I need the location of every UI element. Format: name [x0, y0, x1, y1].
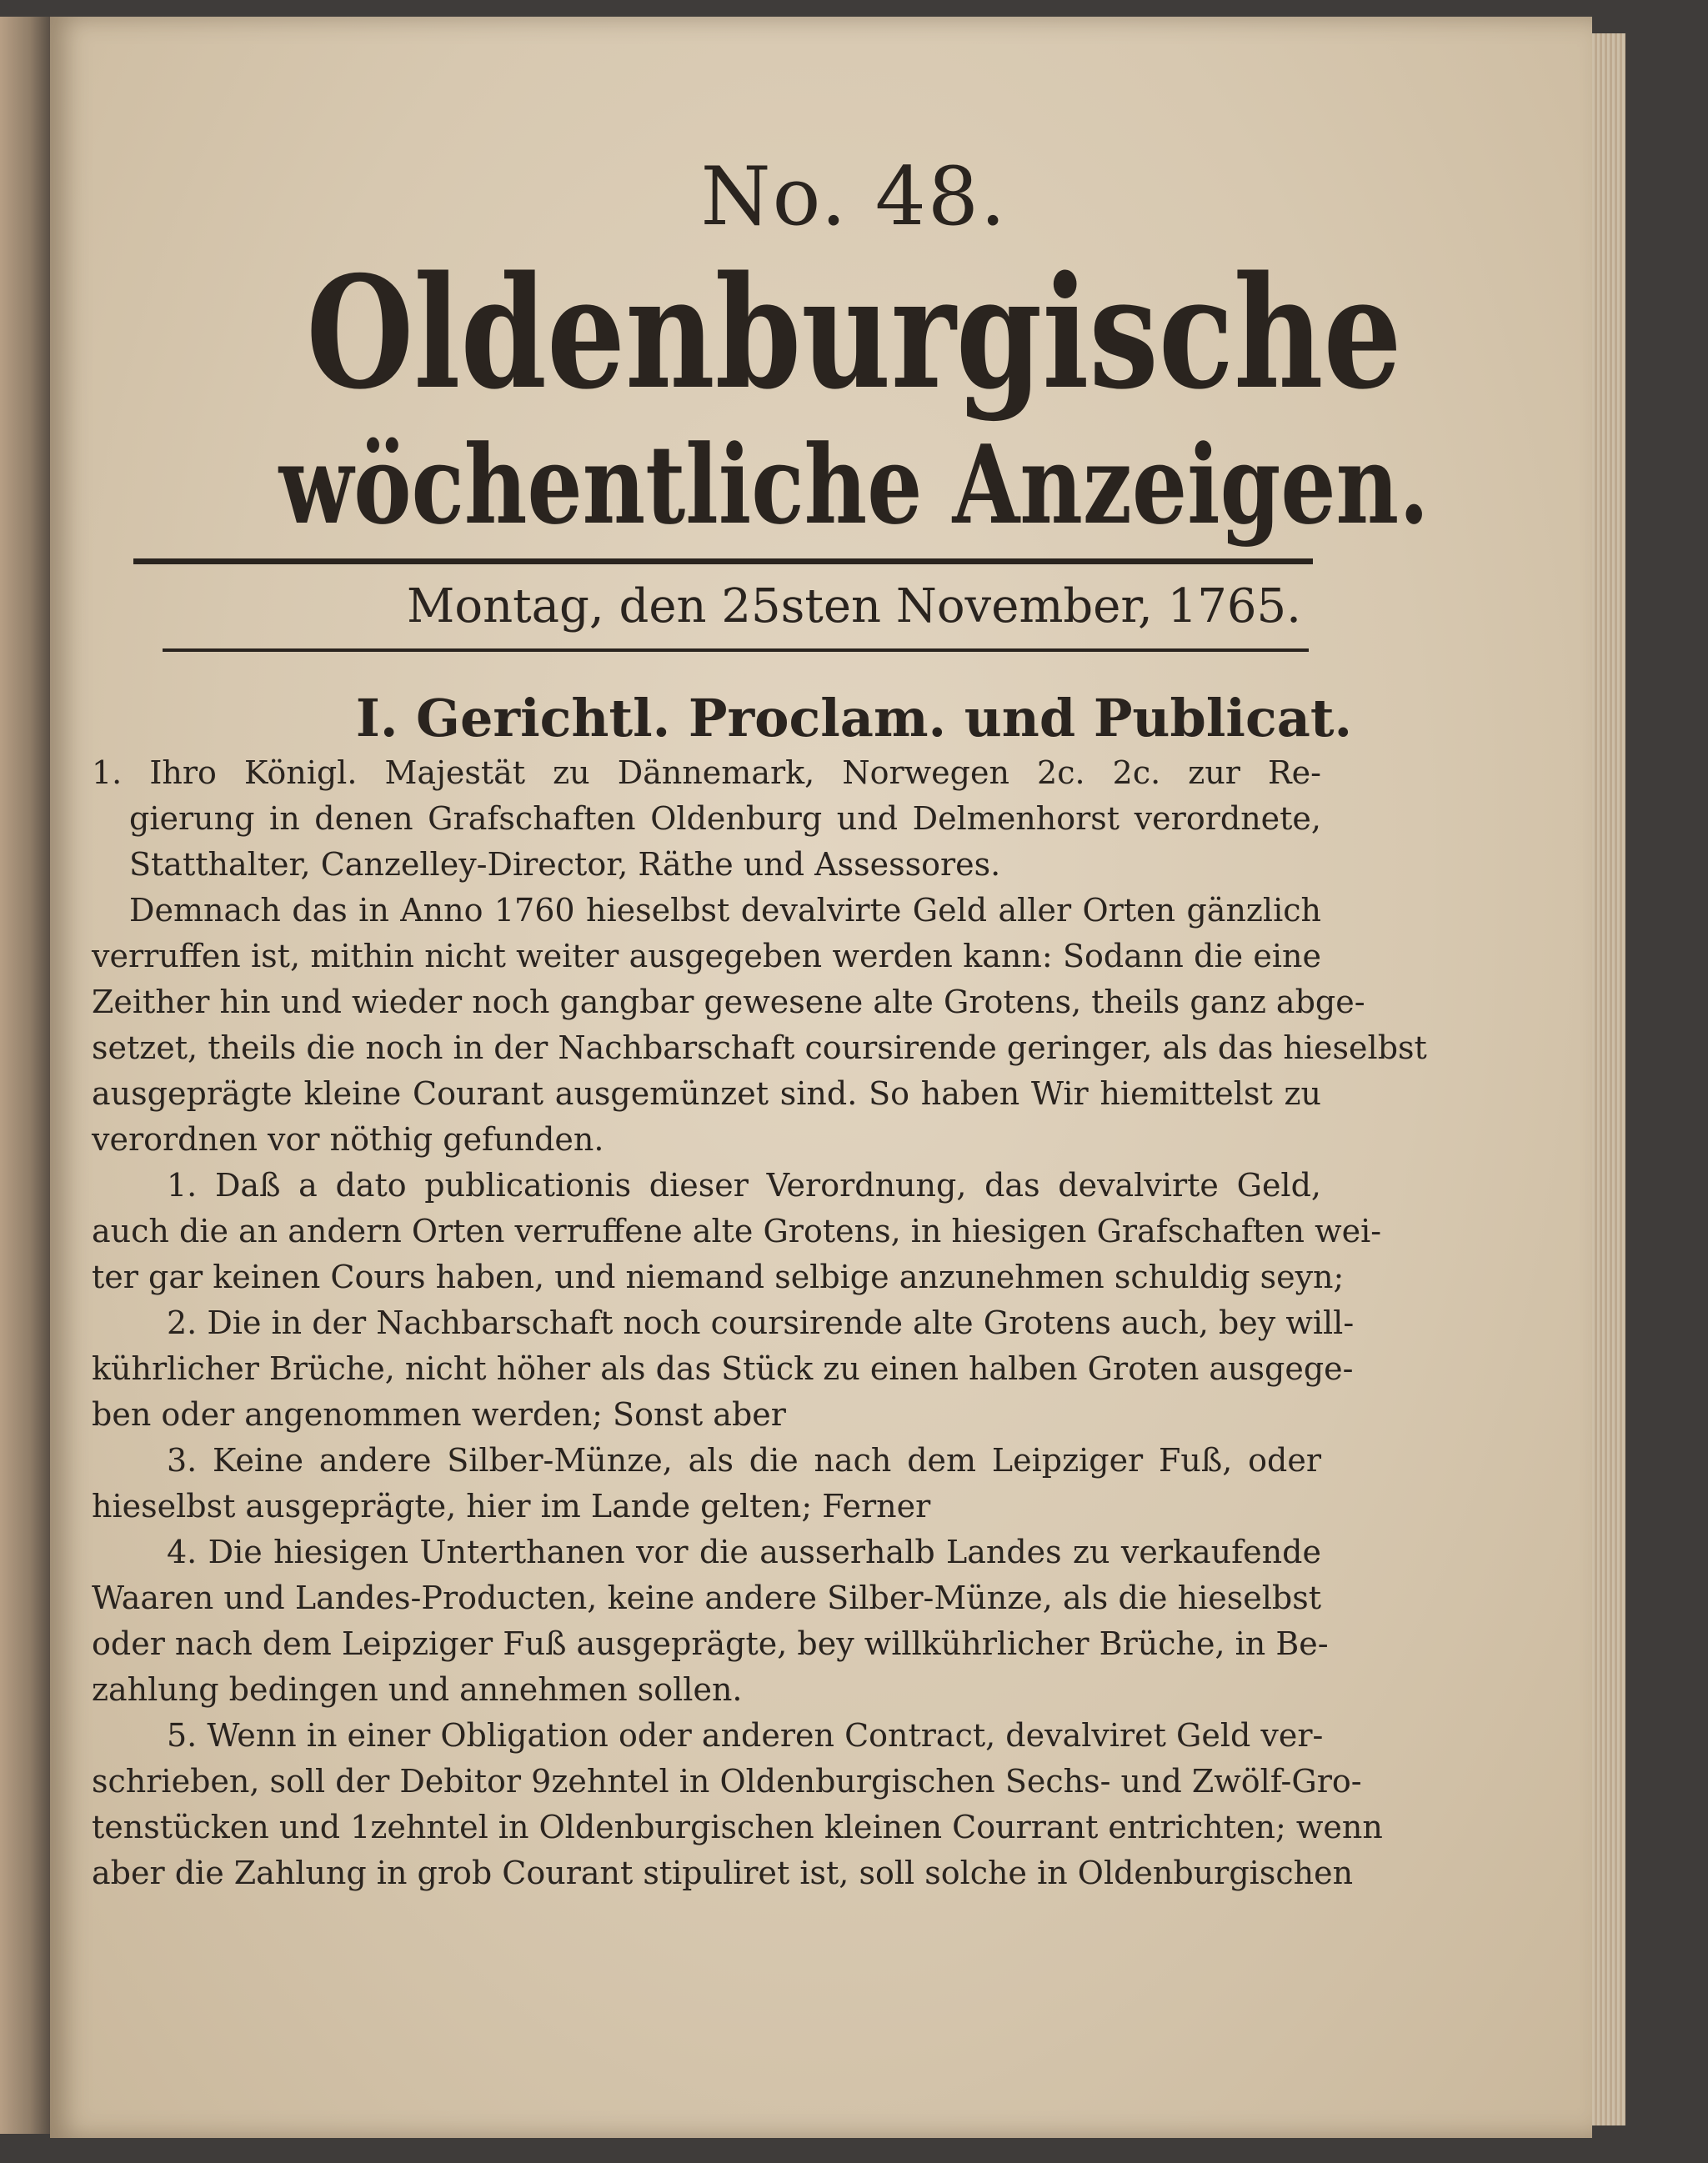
text-line: 4. Die hiesigen Unterthanen vor die ausserhalb Landes zu verkaufende	[167, 1534, 1321, 1570]
text-line: verordnen vor nöthig gefunden.	[92, 1121, 604, 1158]
text-line: verruffen ist, mithin nicht weiter ausgegeben werden kann: Sodann die eine	[92, 938, 1321, 974]
masthead-subtitle: wöchentliche Anzeigen.	[278, 421, 1430, 548]
article-body	[92, 750, 1427, 1896]
masthead-title: Oldenburgische	[306, 242, 1402, 423]
text-line: 5. Wenn in einer Obligation oder anderen Contract, devalviret Geld ver-	[167, 1717, 1324, 1754]
issue-number: No. 48.	[700, 150, 1008, 243]
text-line: ter gar keinen Cours haben, und niemand selbige anzunehmen schuldig seyn;	[92, 1259, 1345, 1295]
issue-date: Montag, den 25sten November, 1765.	[407, 579, 1301, 633]
text-line: schrieben, soll der Debitor 9zehntel in Oldenburgischen Sechs- und Zwölf-Gro-	[92, 1763, 1362, 1800]
section-title: I. Gerichtl. Proclam. und Publicat.	[355, 688, 1353, 749]
text-line: Zeither hin und wieder noch gangbar gewesene alte Grotens, theils ganz abge-	[92, 984, 1365, 1020]
text-line: 1. Daß a dato publicationis dieser Verordnung, das devalvirte Geld,	[167, 1167, 1321, 1204]
text-line: setzet, theils die noch in der Nachbarschaft coursirende geringer, als das hieselbst	[92, 1029, 1427, 1066]
masthead-rule	[133, 558, 1313, 564]
page-stack-edge	[1592, 33, 1625, 2125]
text-line: kührlicher Brüche, nicht höher als das Stück zu einen halben Groten ausgege-	[92, 1350, 1354, 1387]
date-rule	[163, 648, 1309, 652]
text-line: auch die an andern Orten verruffene alte Grotens, in hiesigen Grafschaften wei-	[92, 1213, 1382, 1249]
left-page-edge	[0, 17, 50, 2134]
text-line: ben oder angenommen werden; Sonst aber	[92, 1396, 786, 1433]
text-line: oder nach dem Leipziger Fuß ausgeprägte, bey willkührlicher Brüche, in Be-	[92, 1625, 1329, 1662]
text-line: zahlung bedingen und annehmen sollen.	[92, 1671, 743, 1708]
text-line: Demnach das in Anno 1760 hieselbst devalvirte Geld aller Orten gänzlich	[129, 892, 1321, 929]
text-line: gierung in denen Grafschaften Oldenburg und Delmenhorst verordnete,	[129, 800, 1321, 837]
text-line: ausgeprägte kleine Courant ausgemünzet sind. So haben Wir hiemittelst zu	[92, 1075, 1321, 1112]
text-line: tenstücken und 1zehntel in Oldenburgischen kleinen Courrant entrichten; wenn	[92, 1809, 1383, 1845]
text-line: 3. Keine andere Silber-Münze, als die nach dem Leipziger Fuß, oder	[167, 1442, 1321, 1479]
text-line: aber die Zahlung in grob Courant stipuliret ist, soll solche in Oldenburgischen	[92, 1855, 1354, 1891]
text-line: Waaren und Landes-Producten, keine andere Silber-Münze, als die hieselbst	[92, 1580, 1321, 1616]
text-line: Statthalter, Canzelley-Director, Räthe und Assessores.	[129, 846, 1001, 883]
text-line: hieselbst ausgeprägte, hier im Lande gelten; Ferner	[92, 1488, 931, 1525]
text-line: 1. Ihro Königl. Majestät zu Dännemark, Norwegen 2c. 2c. zur Re-	[92, 754, 1321, 791]
text-line: 2. Die in der Nachbarschaft noch coursirende alte Grotens auch, bey will-	[167, 1304, 1355, 1341]
